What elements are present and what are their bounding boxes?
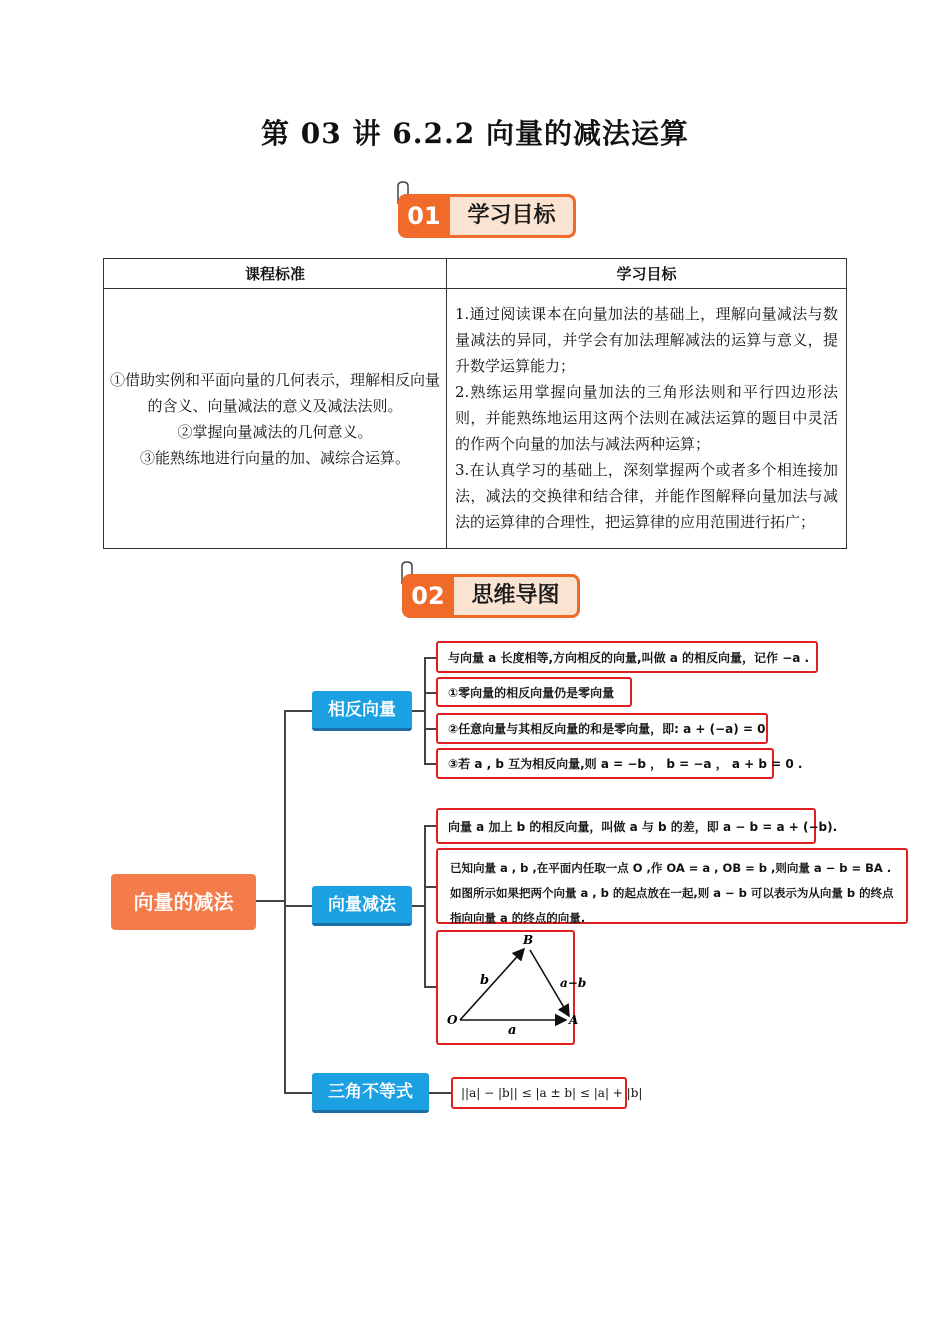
connector-line <box>284 905 312 907</box>
goal-item: 3.在认真学习的基础上，深刻掌握两个或者多个相连接加法，减法的交换律和结合律，并能作图解释向量加法与减法的运算律的合理性，把运算律的应用范围进行拓广； <box>455 460 838 531</box>
standard-item: ③能熟练地进行向量的加、减综合运算。 <box>139 448 410 467</box>
connector-line <box>424 657 436 659</box>
leaf-opposite-definition: 与向量 a 长度相等,方向相反的向量,叫做 a 的相反向量，记作 −a . <box>436 641 818 673</box>
connector-line <box>429 1092 451 1094</box>
section-badge-mindmap <box>402 574 580 618</box>
connector-line <box>424 886 436 888</box>
connector-line <box>284 710 286 1094</box>
connector-line <box>256 900 284 902</box>
branch-vector-subtraction: 向量减法 <box>312 886 412 926</box>
connector-line <box>424 825 436 827</box>
leaf-opposite-property-2: ②任意向量与其相反向量的和是零向量，即: a + (−a) = 0 <box>436 713 768 744</box>
point-b-label: B <box>523 933 534 947</box>
connector-line <box>424 692 436 694</box>
section-number: 02 <box>402 574 454 618</box>
point-o-label: O <box>447 1013 458 1027</box>
branch-opposite-vector: 相反向量 <box>312 691 412 731</box>
connector-line <box>424 657 426 764</box>
connector-line <box>412 710 424 712</box>
vector-b-arrow <box>460 949 524 1020</box>
leaf-opposite-property-1: ①零向量的相反向量仍是零向量 <box>436 677 632 707</box>
goals-table <box>103 258 847 549</box>
goal-item: 1.通过阅读课本在向量加法的基础上，理解向量减法与数量减法的异同，并学会有加法理解减法的运算与意义，提升数学运算能力； <box>455 304 838 375</box>
connector-line <box>284 1092 312 1094</box>
section-number: 01 <box>398 194 450 238</box>
vector-triangle-diagram <box>438 932 587 1043</box>
connector-line <box>284 710 312 712</box>
section-label: 思维导图 <box>454 574 580 618</box>
vector-b-label: b <box>480 973 490 988</box>
vector-a-label: a <box>508 1023 517 1038</box>
connector-line <box>424 728 436 730</box>
branch-triangle-inequality: 三角不等式 <box>312 1073 429 1113</box>
section-label: 学习目标 <box>450 194 576 238</box>
connector-line <box>424 825 426 987</box>
table-header-standard: 课程标准 <box>104 259 447 289</box>
connector-line <box>412 905 424 907</box>
leaf-subtraction-geometry: 已知向量 a , b ,在平面内任取一点 O ,作 OA = a , OB = b ,则向量 a − b = BA . 如图所示如果把两个向量 a , b 的起点放在一起,则 a − b 可以表示为从向量 b 的终点指向向量 a 的终点的向量. <box>436 848 908 924</box>
section-badge-goals <box>398 194 576 238</box>
leaf-triangle-inequality: ||a| − |b|| ≤ |a ± b| ≤ |a| + |b| <box>451 1077 627 1109</box>
vector-a-minus-b-label: a−b <box>560 976 587 990</box>
leaf-subtraction-definition: 向量 a 加上 b 的相反向量，叫做 a 与 b 的差，即 a − b = a + (−b). <box>436 808 816 844</box>
standard-item: ②掌握向量减法的几何意义。 <box>177 422 373 441</box>
table-header-goals: 学习目标 <box>447 259 847 289</box>
mindmap-root: 向量的减法 <box>111 874 256 930</box>
leaf-opposite-property-3: ③若 a , b 互为相反向量,则 a = −b ， b = −a ， a + b = 0 . <box>436 748 774 779</box>
page-title: 第 03 讲 6.2.2 向量的减法运算 <box>261 117 689 150</box>
goal-item: 2.熟练运用掌握向量加法的三角形法则和平行四边形法则，并能熟练地运用这两个法则在减法运算的题目中灵活的作两个向量的加法与减法两种运算； <box>455 382 838 453</box>
goals-cell <box>447 289 847 549</box>
connector-line <box>424 763 436 765</box>
standards-cell <box>104 289 447 549</box>
leaf-triangle-diagram <box>436 930 587 1045</box>
point-a-label: A <box>569 1013 579 1027</box>
standard-item: ①借助实例和平面向量的几何表示，理解相反向量的含义、向量减法的意义及减法法则。 <box>110 370 441 415</box>
connector-line <box>424 986 436 988</box>
